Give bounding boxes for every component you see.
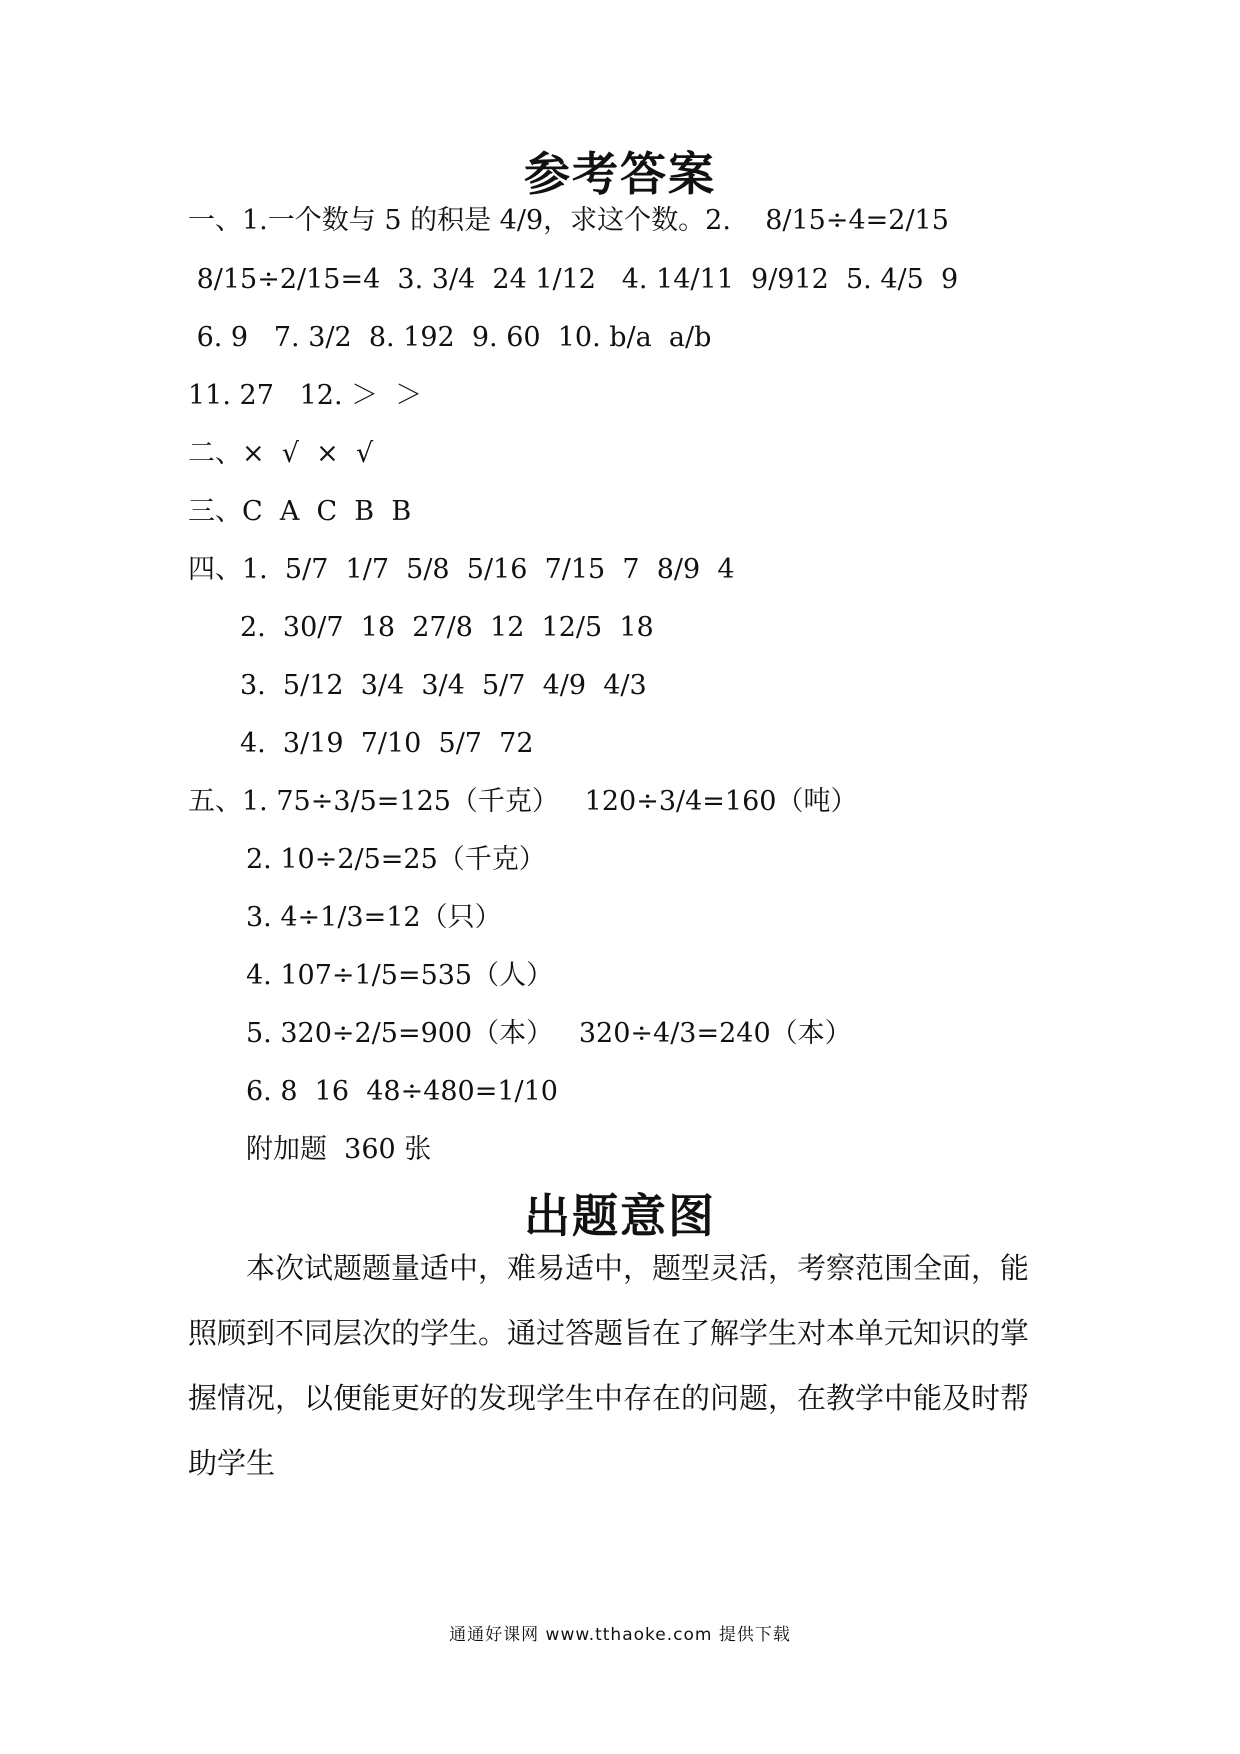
answer-line-3: 6. 9 7. 3/2 8. 192 9. 60 10. b/a a/b [188,322,712,353]
intent-paragraph [188,1236,1053,1496]
intent-title: 出题意图 [524,1189,716,1243]
answer-line-8: 2. 30/7 18 27/8 12 12/5 18 [240,612,654,643]
answer-line-1: 一、1.一个数与 5 的积是 4/9，求这个数。2. 8/15÷4=2/15 [188,205,949,236]
answer-line-9: 3. 5/12 3/4 3/4 5/7 4/9 4/3 [240,670,647,701]
answer-line-10: 4. 3/19 7/10 5/7 72 [240,728,534,759]
answer-line-12: 2. 10÷2/5=25（千克） [246,844,546,875]
answer-line-2: 8/15÷2/15=4 3. 3/4 24 1/12 4. 14/11 9/912 5. 4/5 9 [188,264,959,295]
answer-line-17: 附加题 360 张 [246,1134,432,1165]
answers-title: 参考答案 [524,147,716,201]
intent-paragraph-text: 本次试题题量适中，难易适中，题型灵活，考察范围全面，能照顾到不同层次的学生。通过答题旨在了解学生对本单元知识的掌握情况，以便能更好的发现学生中存在的问题，在教学中能及时帮助学生 [188,1251,1030,1480]
answer-line-11: 五、1. 75÷3/5=125（千克） 120÷3/4=160（吨） [188,786,858,817]
footer-text: 通通好课网 www.tthaoke.com 提供下载 [449,1625,791,1645]
answer-line-6: 三、C A C B B [188,496,412,527]
answer-line-16: 6. 8 16 48÷480=1/10 [246,1076,558,1107]
answer-line-7: 四、1. 5/7 1/7 5/8 5/16 7/15 7 8/9 4 [188,554,735,585]
answer-line-15: 5. 320÷2/5=900（本） 320÷4/3=240（本） [246,1018,852,1049]
answer-line-14: 4. 107÷1/5=535（人） [246,960,554,991]
answer-line-5: 二、× √ × √ [188,438,374,469]
answer-line-4: 11. 27 12. ＞ ＞ [188,380,423,411]
answer-line-13: 3. 4÷1/3=12（只） [246,902,502,933]
